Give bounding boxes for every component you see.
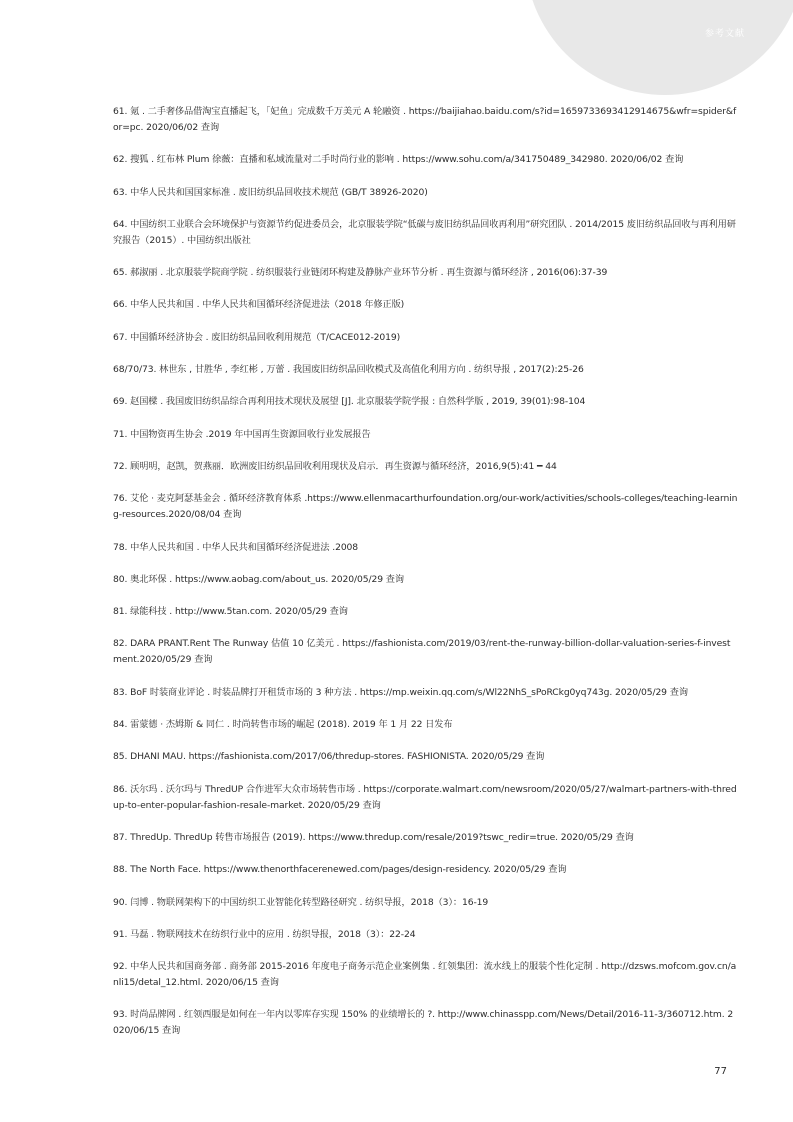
- corner-decoration: [525, 0, 793, 95]
- reference-item: 66. 中华人民共和国 . 中华人民共和国循环经济促进法（2018 年修正版): [113, 299, 405, 311]
- reference-item: 90. 闫博 . 物联网架构下的中国纺织工业智能化转型路径研究 . 纺织导报，2018（3）：16-19: [113, 896, 489, 908]
- reference-item: 85. DHANI MAU. https://fashionista.com/2017/06/thredup-stores. FASHIONISTA. 2020/05/29 查询: [113, 751, 545, 763]
- section-label: 参考文献: [704, 29, 745, 39]
- reference-item: 80. 奥北环保 . https://www.aobag.com/about_us. 2020/05/29 查询: [113, 573, 404, 585]
- reference-list: [113, 104, 738, 1056]
- reference-item: 64. 中国纺织工业联合会环境保护与资源节约促进委员会，北京服装学院“低碳与废旧纺织品回收再利用”研究团队 . 2014/2015 废旧纺织品回收与再利用研究报告（2015）. 中国纺织出版社: [113, 218, 736, 246]
- reference-item: 62. 搜狐 . 红布林 Plum 徐薇：直播和私域流量对二手时尚行业的影响 . https://www.sohu.com/a/341750489_342980. 2020/06/02 查询: [113, 154, 684, 166]
- reference-item: 68/70/73. 林世东 , 甘胜华 , 李红彬 , 万蕾 . 我国废旧纺织品回收模式及高值化利用方向 . 纺织导报 , 2017(2):25-26: [113, 364, 584, 376]
- reference-item: 65. 郝淑丽 . 北京服装学院商学院 . 纺织服装行业链闭环构建及静脉产业环节分析 . 再生资源与循环经济 , 2016(06):37-39: [113, 267, 608, 279]
- reference-item: 67. 中国循环经济协会 . 废旧纺织品回收利用规范（T/CACE012-2019): [113, 331, 401, 343]
- reference-item: 71. 中国物资再生协会 .2019 年中国再生资源回收行业发展报告: [113, 428, 371, 440]
- reference-item: 81. 绿能科技 . http://www.5tan.com. 2020/05/29 查询: [113, 606, 348, 618]
- reference-item: 63. 中华人民共和国国家标准 . 废旧纺织品回收技术规范 (GB/T 38926-2020): [113, 186, 428, 198]
- reference-item: 76. 艾伦 · 麦克阿瑟基金会 . 循环经济教育体系 .https://www.ellenmacarthurfoundation.org/our-work/activities/schools-colleges/teaching-learning-resources.2020/08/04 查询: [113, 493, 738, 521]
- page-number: 77: [714, 1066, 727, 1077]
- reference-item: 78. 中华人民共和国 . 中华人民共和国循环经济促进法 .2008: [113, 541, 359, 553]
- reference-item: 92. 中华人民共和国商务部 . 商务部 2015-2016 年度电子商务示范企业案例集 . 红领集团：流水线上的服装个性化定制 . http://dzsws.mofcom.gov.cn/anli15/detal_12.html. 2020/06/15 查询: [113, 961, 737, 989]
- reference-item: 82. DARA PRANT.Rent The Runway 估值 10 亿美元 . https://fashionista.com/2019/03/rent-the-runway-billion-dollar-valuation-series-f-investment.2020/05/29 查询: [113, 638, 731, 666]
- reference-item: 93. 时尚品牌网 . 红领西服是如何在一年内以零库存实现 150% 的业绩增长的 ?. http://www.chinasspp.com/News/Detail/2016-11-3/360712.htm. 2020/06/15 查询: [113, 1009, 734, 1037]
- reference-item: 86. 沃尔玛 . 沃尔玛与 ThredUP 合作进军大众市场转售市场 . https://corporate.walmart.com/newsroom/2020/05/27/walmart-partners-with-thredup-to-enter-popular-fashion-resale-market. 2020/05/29 查询: [113, 783, 737, 811]
- reference-item: 87. ThredUp. ThredUp 转售市场报告 (2019). https://www.thredup.com/resale/2019?tswc_redir=true. 2020/05/29 查询: [113, 831, 634, 843]
- reference-item: 72. 顾明明，赵凯，贺燕丽．欧洲废旧纺织品回收利用现状及启示．再生资源与循环经济，2016,9(5):41 ━ 44: [113, 460, 557, 472]
- reference-item: 91. 马磊 . 物联网技术在纺织行业中的应用 . 纺织导报，2018（3）：22-24: [113, 928, 416, 940]
- reference-item: 88. The North Face. https://www.thenorthfacerenewed.com/pages/design-residency. 2020/05/29 查询: [113, 864, 567, 876]
- reference-item: 61. 氪 . 二手奢侈品借淘宝直播起飞，「妃鱼」完成数千万美元 A 轮融资 . https://baijiahao.baidu.com/s?id=1659733693412914675&wfr=spider&for=pc. 2020/06/02 查询: [113, 106, 737, 133]
- reference-item: 83. BoF 时装商业评论 . 时装品牌打开租赁市场的 3 种方法 . https://mp.weixin.qq.com/s/Wl22NhS_sPoRCkg0yq743g. 2020/05/29 查询: [113, 686, 688, 698]
- reference-item: 84. 雷蒙德 · 杰姆斯 & 同仁 . 时尚转售市场的崛起 (2018). 2019 年 1 月 22 日发布: [113, 719, 453, 731]
- reference-item: 69. 赵国樑 . 我国废旧纺织品综合再利用技术现状及展望 [J]. 北京服装学院学报 : 自然科学版 , 2019, 39(01):98-104: [113, 396, 586, 408]
